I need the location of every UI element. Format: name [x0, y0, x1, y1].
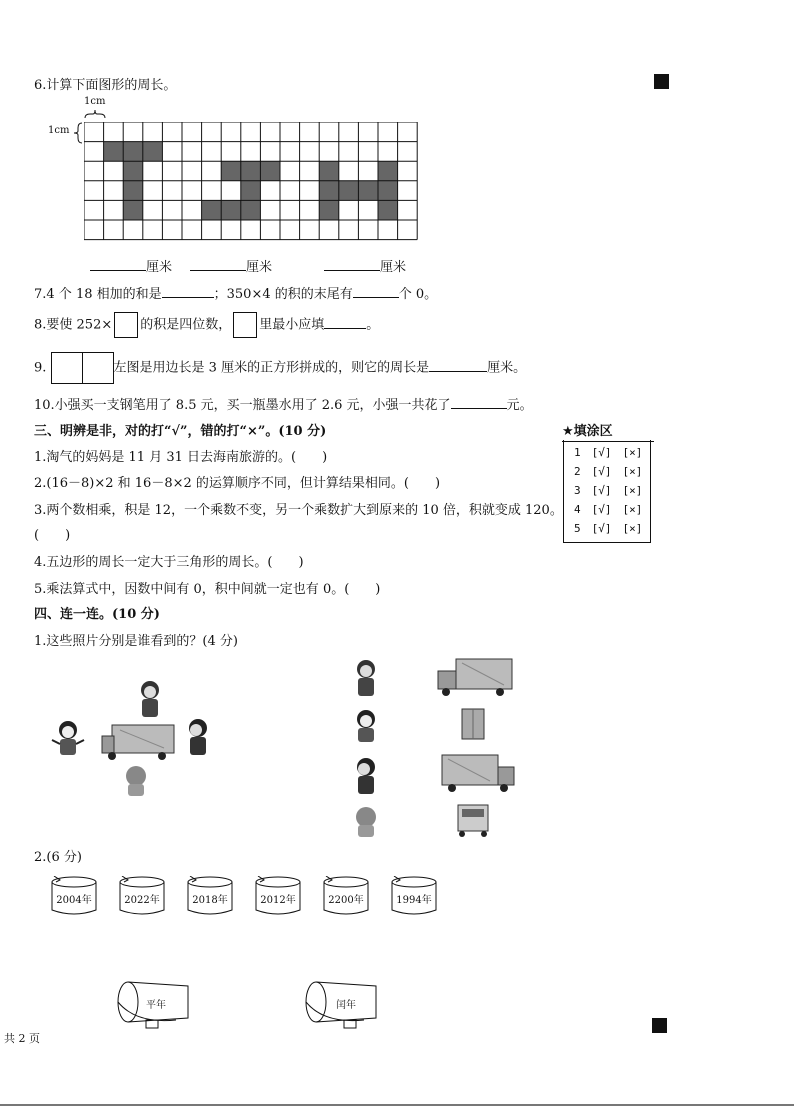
shaded-cell: [202, 200, 222, 220]
shape-grid: [84, 122, 420, 242]
year-drum[interactable]: [118, 876, 166, 914]
shaded-cell: [123, 200, 143, 220]
child-back-view-icon: [126, 766, 146, 796]
truck-front-view-icon: [458, 805, 488, 837]
answer-blank[interactable]: [324, 316, 366, 329]
year-label: 2022年: [124, 895, 160, 906]
year-drum[interactable]: [254, 876, 302, 914]
shaded-cell: [123, 142, 143, 162]
answer-blank[interactable]: [190, 258, 246, 271]
girl-icon: [357, 660, 375, 696]
judge-item-4: 4.五边形的周长一定大于三角形的周长。( ): [34, 555, 304, 570]
shaded-cell: [221, 161, 241, 181]
boy-icon: [52, 721, 84, 755]
observers-column: [348, 655, 388, 845]
vertical-brace-icon: [72, 122, 84, 144]
positioning-marker-bottom: [652, 1018, 667, 1033]
shaded-cell: [241, 181, 261, 201]
q9: 9. 左图是用边长是 3 厘米的正方形拼成的，则它的周长是 厘米。: [34, 352, 526, 384]
q6-answer-1: 厘米: [90, 256, 172, 275]
year-label: 2004年: [56, 895, 92, 906]
positioning-marker-top: [654, 74, 669, 89]
shaded-cell: [143, 142, 163, 162]
year-label: 2012年: [260, 895, 296, 906]
shaded-cell: [378, 200, 398, 220]
fill-row-3[interactable]: 3 [√] [×]: [574, 484, 643, 497]
shaded-cell: [241, 200, 261, 220]
answer-blank[interactable]: [429, 359, 487, 372]
shaded-cell: [123, 161, 143, 181]
year-drum[interactable]: [186, 876, 234, 914]
leap-year-label: 闰年: [336, 1000, 356, 1011]
truck-side-view-left-icon: [438, 659, 512, 696]
judge-item-3: 3.两个数相乘，积是 12，一个乘数不变，另一个乘数扩大到原来的 10 倍，积就变成 120。: [34, 503, 563, 518]
girl-icon: [141, 681, 159, 717]
fill-row-4[interactable]: 4 [√] [×]: [574, 503, 643, 516]
unit-label-horizontal: 1cm: [84, 96, 106, 107]
year-label: 2200年: [328, 895, 364, 906]
shaded-cell: [358, 181, 378, 201]
fill-row-2[interactable]: 2 [√] [×]: [574, 465, 643, 478]
q8: 8.要使 252× 的积是四位数， 里最小应填 。: [34, 312, 379, 338]
truck-photos-column: [432, 655, 522, 845]
section-4-title: 四、连一连。(10 分): [34, 607, 160, 622]
answer-blank[interactable]: [162, 285, 214, 298]
year-drum[interactable]: [50, 876, 98, 914]
scene-people-around-truck: [40, 670, 230, 800]
year-drum[interactable]: [322, 876, 370, 914]
q6-answer-3: 厘米: [324, 256, 406, 275]
boy-icon: [357, 710, 375, 742]
judge-item-5: 5.乘法算式中，因数中间有 0，积中间就一定也有 0。( ): [34, 582, 381, 597]
answer-box-reference: [233, 312, 257, 338]
answer-blank[interactable]: [451, 396, 507, 409]
shaded-cell: [319, 200, 339, 220]
truck-side-view-right-icon: [442, 755, 514, 792]
child-back-view-icon: [356, 807, 376, 837]
shaded-cell: [378, 181, 398, 201]
shaded-cell: [339, 181, 359, 201]
shaded-cell: [319, 161, 339, 181]
shaded-cell: [319, 181, 339, 201]
man-icon: [357, 758, 375, 794]
year-drum[interactable]: [390, 876, 438, 914]
q10: 10.小强买一支钢笔用了 8.5 元，买一瓶墨水用了 2.6 元，小强一共花了 元。: [34, 398, 533, 413]
truck-icon: [102, 725, 174, 760]
q6-text: 6.计算下面图形的周长。: [34, 78, 177, 93]
scan-edge-line: [0, 1104, 794, 1106]
answer-blank[interactable]: [324, 258, 380, 271]
section-3-title: 三、明辨是非，对的打“√”，错的打“×”。(10 分): [34, 424, 327, 439]
truck-rear-view-icon: [462, 709, 484, 739]
man-icon: [189, 719, 207, 755]
shaded-cell: [104, 142, 124, 162]
shaded-cell: [260, 161, 280, 181]
fill-row-5[interactable]: 5 [√] [×]: [574, 522, 643, 535]
answer-blank[interactable]: [90, 258, 146, 271]
shaded-cell: [241, 161, 261, 181]
year-label: 2018年: [192, 895, 228, 906]
two-squares-figure: [51, 352, 114, 384]
page-footer: 共 2 页: [4, 1032, 40, 1045]
answer-box[interactable]: [114, 312, 138, 338]
shaded-cell: [221, 200, 241, 220]
judge-item-2: 2.(16－8)×2 和 16－8×2 的运算顺序不同，但计算结果相同。( ): [34, 476, 441, 491]
judge-item-3-bracket: ( ): [34, 528, 71, 543]
shaded-cell: [123, 181, 143, 201]
match-q1: 1.这些照片分别是谁看到的？(4 分): [34, 634, 238, 649]
answer-blank[interactable]: [353, 285, 399, 298]
fill-row-1[interactable]: 1 [√] [×]: [574, 446, 643, 459]
q7: 7.4 个 18 相加的和是 ；350×4 的积的末尾有 个 0。: [34, 287, 438, 302]
horizontal-brace-icon: [84, 108, 106, 120]
answer-fill-area: [562, 424, 651, 543]
judge-item-1: 1.淘气的妈妈是 11 月 31 日去海南旅游的。( ): [34, 450, 328, 465]
q6-answer-2: 厘米: [190, 256, 272, 275]
shaded-cell: [378, 161, 398, 181]
common-year-label: 平年: [146, 1000, 166, 1011]
match-q2: 2.(6 分): [34, 850, 82, 865]
fill-area-title: ★填涂区: [562, 420, 654, 442]
year-label: 1994年: [396, 895, 432, 906]
unit-label-vertical: 1cm: [48, 125, 70, 136]
